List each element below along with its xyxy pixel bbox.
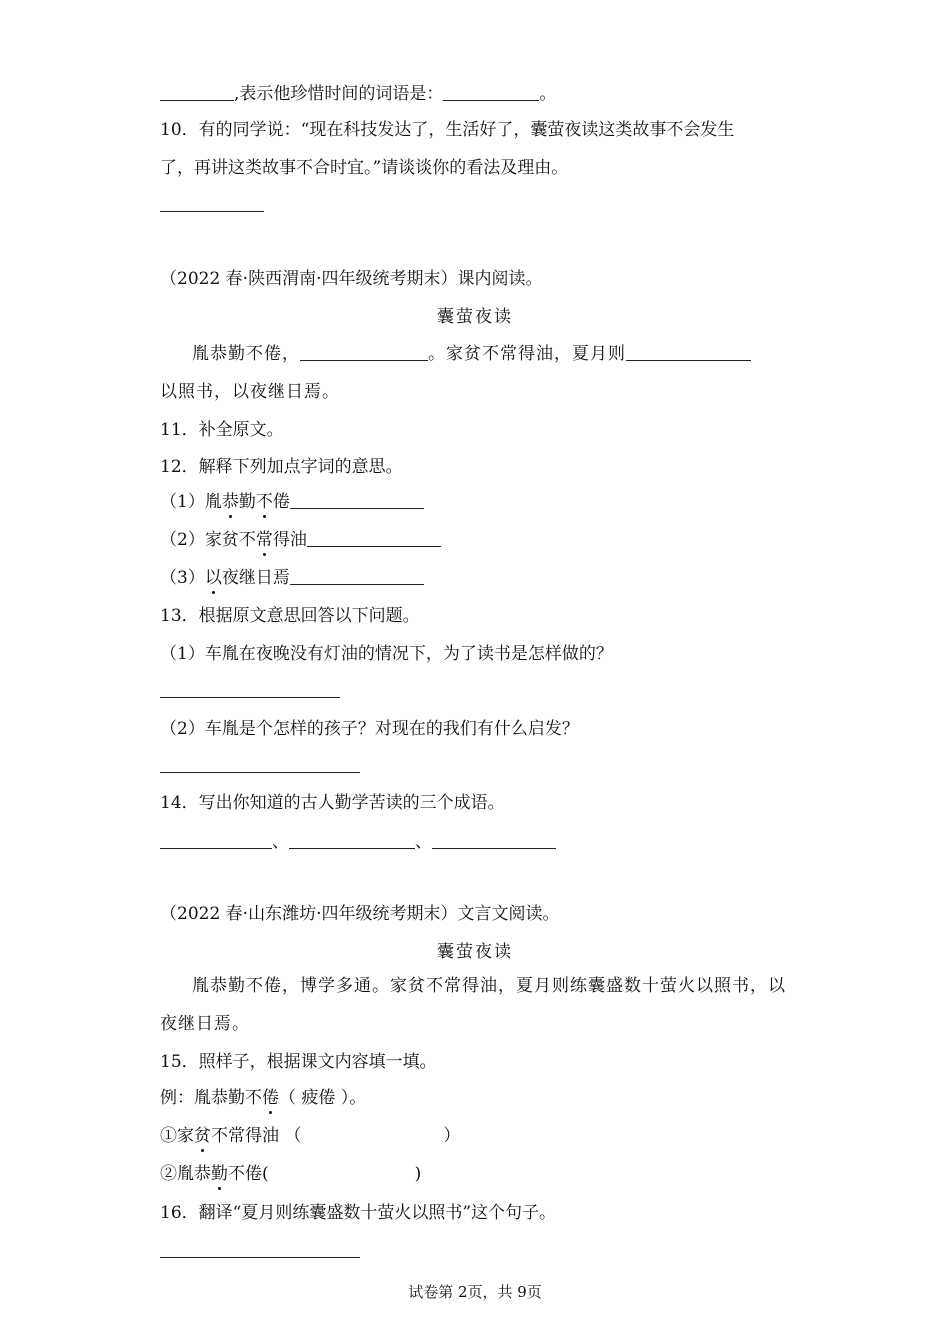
question-15: 15．照样子，根据课文内容填一填。 (160, 1052, 437, 1072)
answer-blank[interactable] (289, 831, 415, 849)
answer-blank[interactable] (290, 567, 424, 585)
fill-item-1: ①家贫不常得油 （ ） (160, 1126, 461, 1146)
answer-blank[interactable] (307, 529, 441, 547)
answer-blank[interactable] (160, 831, 272, 849)
section-source: （2022 春·山东潍坊·四年级统考期末）文言文阅读。 (160, 904, 560, 924)
passage-title: 囊萤夜读 (437, 942, 513, 962)
answer-blank[interactable] (300, 343, 428, 361)
question-11: 11．补全原文。 (160, 420, 284, 440)
question-13: 13．根据原文意思回答以下问题。 (160, 606, 420, 626)
answer-blank[interactable] (432, 831, 556, 849)
answer-blank[interactable] (443, 83, 539, 101)
question-13-1: （1）车胤在夜晚没有灯油的情况下，为了读书是怎样做的？ (160, 644, 613, 664)
question-12: 12．解释下列加点字词的意思。 (160, 457, 403, 477)
answer-blank[interactable] (626, 343, 751, 361)
idiom-blanks: 、 、 (160, 830, 556, 854)
passage-line2: 以照书，以夜继日焉。 (160, 382, 340, 402)
question-12-1: （1）胤恭勤不倦 (160, 490, 424, 514)
answer-line[interactable] (160, 697, 340, 698)
question-10-line1: 10．有的同学说：“现在科技发达了，生活好了，囊萤夜读这类故事不会发生 (160, 120, 735, 140)
question-13-2: （2）车胤是个怎样的孩子？对现在的我们有什么启发？ (160, 719, 579, 739)
example-line: 例：胤恭勤不倦（ 疲倦 ）。 (160, 1088, 367, 1108)
fill-item-2: ②胤恭勤不倦( ) (160, 1164, 422, 1184)
answer-line[interactable] (160, 1257, 360, 1258)
page-footer: 试卷第 2页，共 9页 (408, 1283, 542, 1301)
answer-line[interactable] (160, 772, 360, 773)
question-10-line2: 了，再讲这类故事不合时宜。”请谈谈你的看法及理由。 (160, 158, 569, 178)
question-14: 14．写出你知道的古人勤学苦读的三个成语。 (160, 793, 505, 813)
section-source: （2022 春·陕西渭南·四年级统考期末）课内阅读。 (160, 269, 543, 289)
passage-line1: 胤恭勤不倦， 。家贫不常得油，夏月则 (192, 342, 751, 366)
answer-blank[interactable] (160, 83, 234, 101)
question-12-3: （3）以夜继日焉 (160, 566, 424, 590)
answer-blank[interactable] (290, 491, 424, 509)
q9-tail: ,表示他珍惜时间的词语是： 。 (160, 82, 556, 106)
passage-text: 胤恭勤不倦，博学多通。家贫不常得油，夏月则练囊盛数十萤火以照书，以夜继日焉。 (160, 976, 786, 1034)
passage-title: 囊萤夜读 (437, 307, 513, 327)
question-16: 16．翻译“夏月则练囊盛数十萤火以照书”这个句子。 (160, 1203, 557, 1223)
question-12-2: （2）家贫不常得油 (160, 528, 441, 552)
answer-line[interactable] (160, 211, 264, 212)
